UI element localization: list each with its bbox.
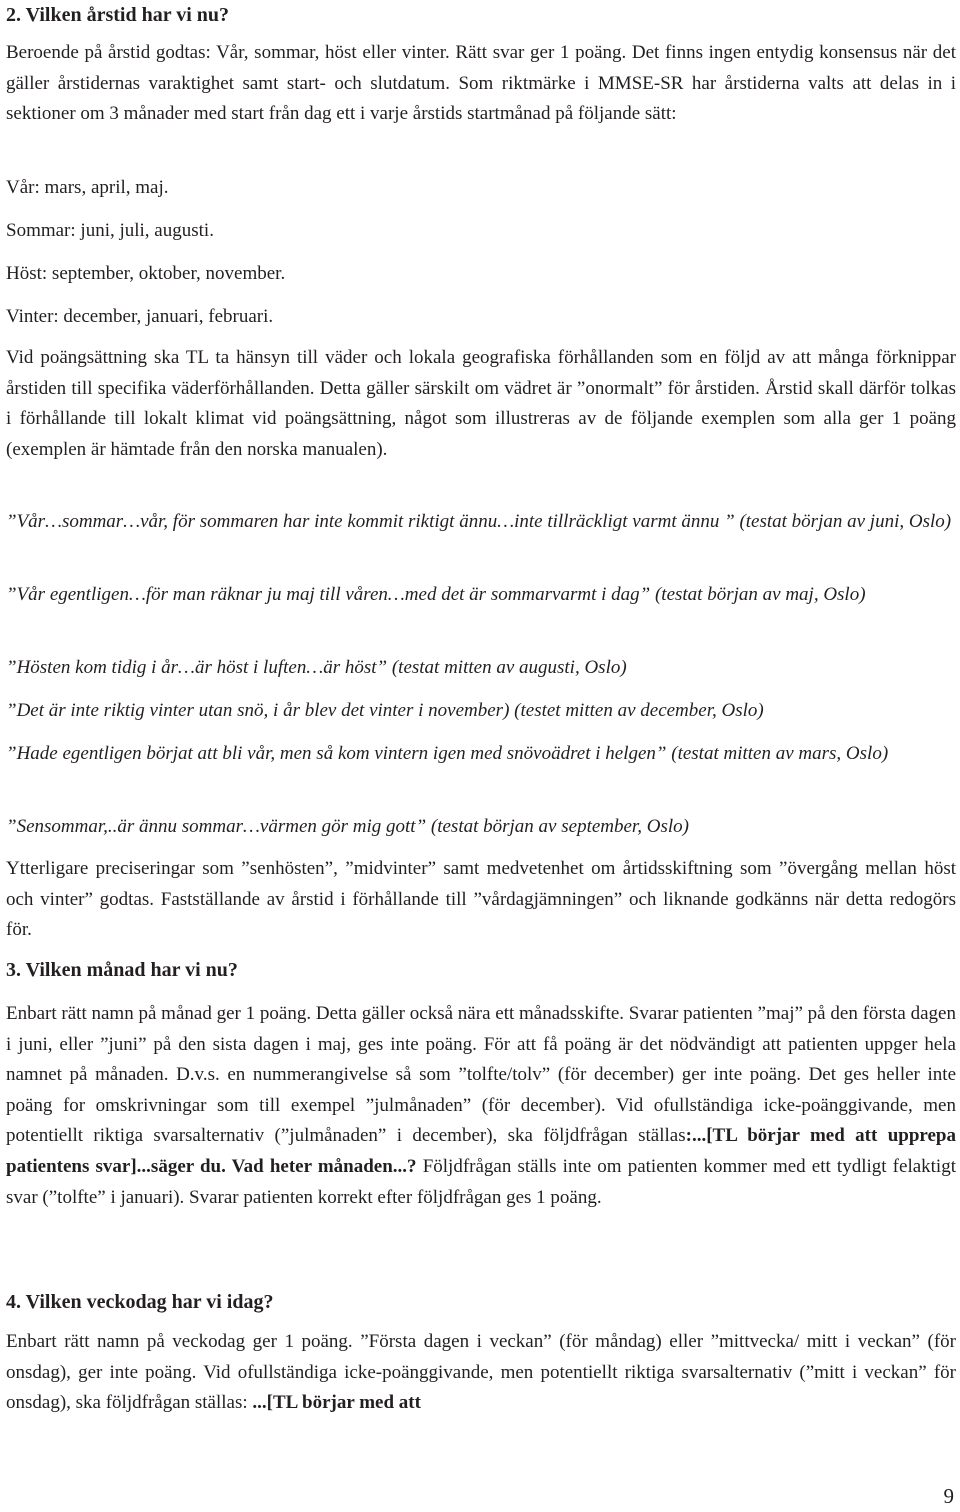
example-6: ”Sensommar,..är ännu sommar…värmen gör mig gott” (testat början av september, Oslo): [6, 816, 689, 837]
section-4-text-a: Enbart rätt namn på veckodag ger 1 poäng. ”Första dagen i veckan” (för måndag) eller ”mittvecka/ mitt i veckan” (för onsdag), ger inte poäng. Vid ofullständiga icke-poänggivande, men potentiellt riktiga svarsalternativ (”mitt i veckan” för onsdag), ska följdfrågan ställas:: [6, 1331, 956, 1414]
section-4-body: [6, 1327, 956, 1419]
season-autumn: Höst: september, oktober, november.: [6, 263, 286, 284]
section-4-followup-question: ...[TL börjar med att: [252, 1392, 421, 1414]
section-2-further: Ytterligare preciseringar som ”senhösten”, ”midvinter” samt medvetenhet om årtidsskiftning som ”övergång mellan höst och vinter” godtas. Fastställande av årstid i förhållande till ”vårdagjämningen” och liknande godkänns när detta redogörs för.: [6, 858, 956, 941]
section-3-body: [6, 999, 956, 1213]
section-3-text-b: Följdfrågan ställs inte om patienten kommer med ett tydligt felaktigt svar (”tolfte” i januari). Svarar patienten korrekt efter följdfrågan ges 1 poäng.: [6, 1155, 956, 1208]
section-3-heading: 3. Vilken månad har vi nu?: [6, 959, 238, 981]
season-spring: Vår: mars, april, maj.: [6, 177, 169, 198]
section-3-text-a: Enbart rätt namn på månad ger 1 poäng. Detta gäller också nära ett månadsskifte. Svarar patienten ”maj” på den första dagen i juni, eller ”juni” på den sista dagen i maj, ges inte poäng. För att få poäng är det nödvändigt att patienten uppger hela namnet på månaden. D.v.s. en nummerangivelse så som ”tolfte/tolv” (för december) ger inte poäng. Det ges heller inte poäng for omskrivningar som till exempel ”julmånaden” (för december). Vid ofullständiga icke-poänggivande, men potentiellt riktiga svarsalternativ (”julmånaden” i december), ska följdfrågan ställas: [6, 1003, 956, 1147]
page-number: 9: [943, 1484, 954, 1508]
example-4: ”Det är inte riktig vinter utan snö, i år blev det vinter i november) (testet mitten av december, Oslo): [6, 700, 764, 721]
season-winter: Vinter: december, januari, februari.: [6, 306, 274, 327]
example-2: ”Vår egentligen…för man räknar ju maj till våren…med det är sommarvarmt i dag” (testat början av maj, Oslo): [6, 584, 866, 605]
season-summer: Sommar: juni, juli, augusti.: [6, 220, 214, 241]
section-3-followup-question: :...[TL börjar med att upprepa patientens svar]...säger du. Vad heter månaden...?: [6, 1125, 956, 1177]
section-2-scoring: Vid poängsättning ska TL ta hänsyn till väder och lokala geografiska förhållanden som en följd av att många förknippar årstiden till specifika väderförhållanden. Detta gäller särskilt om vädret är ”onormalt” för årstiden. Årstid skall därför tolkas i förhållande till lokalt klimat vid poängsättning, något som illustreras av de följande exemplen som alla ger 1 poäng (exemplen är hämtade från den norska manualen).: [6, 347, 956, 460]
example-1: ”Vår…sommar…vår, för sommaren har inte kommit riktigt ännu…inte tillräckligt varmt ännu ” (testat början av juni, Oslo): [6, 511, 952, 532]
example-3: ”Hösten kom tidig i år…är höst i luften…är höst” (testat mitten av augusti, Oslo): [6, 657, 627, 678]
section-2-heading: 2. Vilken årstid har vi nu?: [6, 4, 230, 26]
section-4-heading: 4. Vilken veckodag har vi idag?: [6, 1291, 274, 1313]
example-5: ”Hade egentligen börjat att bli vår, men så kom vintern igen med snövoädret i helgen” (testat mitten av mars, Oslo): [6, 743, 889, 764]
section-2-intro: Beroende på årstid godtas: Vår, sommar, höst eller vinter. Rätt svar ger 1 poäng. Det finns ingen entydig konsensus när det gäller årstidernas varaktighet samt start- och slutdatum. Som riktmärke i MMSE-SR har årstiderna valts att delas in i sektioner om 3 månader med start från dag ett i varje årstids startmånad på följande sätt:: [6, 42, 956, 125]
